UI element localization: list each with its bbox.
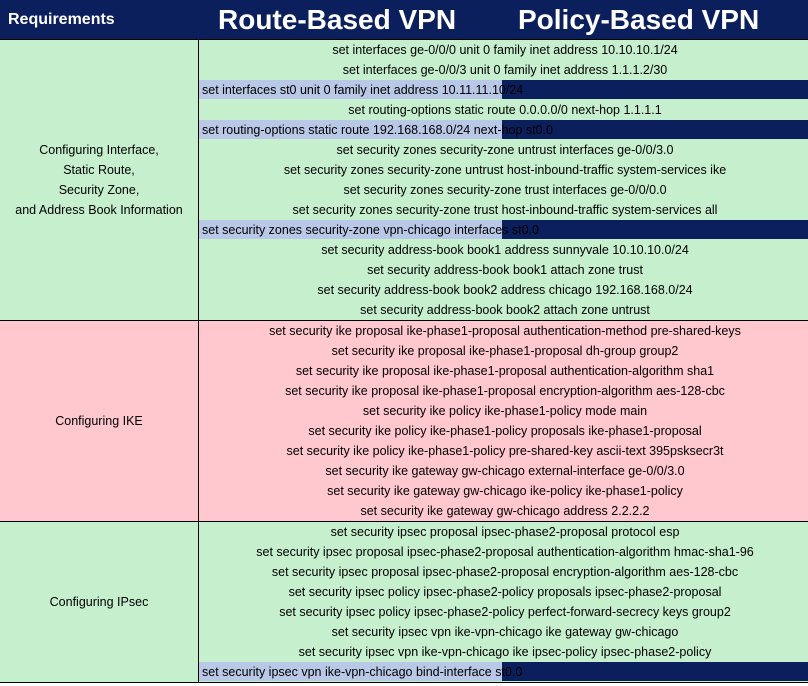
command-row bbox=[199, 542, 808, 562]
command-text: set security zones security-zone trust host-inbound-traffic system-services all bbox=[292, 203, 718, 217]
command-row bbox=[199, 341, 808, 361]
command-text: set security ipsec vpn ike-vpn-chicago ike gateway gw-chicago bbox=[331, 625, 679, 639]
command-text: set security address-book book2 attach zone untrust bbox=[360, 303, 650, 317]
command-text: set security ike gateway gw-chicago ike-policy ike-phase1-policy bbox=[327, 484, 683, 498]
command-row bbox=[199, 602, 808, 622]
command-rows bbox=[199, 522, 808, 682]
command-row bbox=[199, 501, 808, 521]
command-text: set security zones security-zone untrust host-inbound-traffic system-services ike bbox=[283, 163, 727, 177]
command-text: set security ipsec policy ipsec-phase2-policy proposals ipsec-phase2-proposal bbox=[288, 585, 722, 599]
section-1 bbox=[0, 40, 808, 321]
route-only-command-row bbox=[199, 120, 808, 140]
command-text: set security ipsec proposal ipsec-phase2-proposal encryption-algorithm aes-128-cbc bbox=[271, 565, 739, 579]
section-2 bbox=[0, 321, 808, 522]
command-row bbox=[199, 622, 808, 642]
requirements-header: Requirements bbox=[8, 11, 115, 28]
policy-highlight bbox=[502, 662, 808, 681]
command-text: set routing-options static route 0.0.0.0/0 next-hop 1.1.1.1 bbox=[348, 103, 662, 117]
command-text: set security address-book book1 attach zone trust bbox=[367, 263, 643, 277]
command-text: set security ike gateway gw-chicago address 2.2.2.2 bbox=[360, 504, 650, 518]
header-divider bbox=[198, 0, 199, 40]
command-text: set security ike policy ike-phase1-policy mode main bbox=[362, 404, 648, 418]
policy-highlight bbox=[502, 80, 808, 99]
requirement-label: Configuring Interface, Static Route, Security Zone, and Address Book Information bbox=[0, 40, 199, 320]
command-text: set interfaces ge-0/0/0 unit 0 family inet address 10.10.10.1/24 bbox=[332, 43, 678, 57]
command-row bbox=[199, 140, 808, 160]
command-rows bbox=[199, 321, 808, 521]
command-text: set security ipsec policy ipsec-phase2-policy perfect-forward-secrecy keys group2 bbox=[279, 605, 731, 619]
command-text: set security address-book book1 address sunnyvale 10.10.10.0/24 bbox=[321, 243, 689, 257]
command-text: set security ike policy ike-phase1-policy pre-shared-key ascii-text 395psksecr3t bbox=[286, 444, 724, 458]
command-text: set security ike proposal ike-phase1-proposal authentication-algorithm sha1 bbox=[295, 364, 715, 378]
command-row bbox=[199, 280, 808, 300]
command-text: set security ike gateway gw-chicago external-interface ge-0/0/3.0 bbox=[325, 464, 685, 478]
command-text: set interfaces ge-0/0/3 unit 0 family inet address 1.1.1.2/30 bbox=[342, 63, 668, 77]
command-row bbox=[199, 321, 808, 341]
command-row bbox=[199, 100, 808, 120]
command-text: set security ipsec proposal ipsec-phase2-proposal authentication-algorithm hmac-sha1-96 bbox=[256, 545, 754, 559]
command-row bbox=[199, 421, 808, 441]
command-row bbox=[199, 582, 808, 602]
command-text: set security address-book book2 address chicago 192.168.168.0/24 bbox=[317, 283, 693, 297]
command-row bbox=[199, 522, 808, 542]
command-row bbox=[199, 642, 808, 662]
section-3 bbox=[0, 522, 808, 683]
route-only-command-row bbox=[199, 220, 808, 240]
command-row bbox=[199, 160, 808, 180]
command-text: set security ipsec vpn ike-vpn-chicago bind-interface st0.0 bbox=[202, 665, 523, 679]
command-row bbox=[199, 200, 808, 220]
route-only-command-row bbox=[199, 80, 808, 100]
requirement-label: Configuring IKE bbox=[0, 321, 199, 521]
command-row bbox=[199, 381, 808, 401]
command-row bbox=[199, 40, 808, 60]
header-row bbox=[0, 0, 808, 40]
command-text: set security ike proposal ike-phase1-proposal encryption-algorithm aes-128-cbc bbox=[285, 384, 725, 398]
command-row bbox=[199, 180, 808, 200]
policy-highlight bbox=[502, 220, 808, 239]
command-text: set interfaces st0 unit 0 family inet address 10.11.11.10/24 bbox=[202, 83, 524, 97]
command-text: set security ipsec proposal ipsec-phase2-proposal protocol esp bbox=[330, 525, 680, 539]
command-text: set security ipsec vpn ike-vpn-chicago ike ipsec-policy ipsec-phase2-policy bbox=[298, 645, 712, 659]
command-row bbox=[199, 401, 808, 421]
command-row bbox=[199, 481, 808, 501]
command-text: set routing-options static route 192.168.168.0/24 next-hop st0.0 bbox=[202, 123, 553, 137]
command-row bbox=[199, 361, 808, 381]
route-only-command-row bbox=[199, 662, 808, 682]
command-row bbox=[199, 260, 808, 280]
command-row bbox=[199, 60, 808, 80]
command-row bbox=[199, 300, 808, 320]
command-text: set security ike proposal ike-phase1-proposal dh-group group2 bbox=[331, 344, 679, 358]
command-rows bbox=[199, 40, 808, 320]
command-row bbox=[199, 562, 808, 582]
command-row bbox=[199, 441, 808, 461]
command-text: set security zones security-zone trust interfaces ge-0/0/0.0 bbox=[343, 183, 667, 197]
policy-based-vpn-header: Policy-Based VPN bbox=[518, 4, 760, 35]
command-row bbox=[199, 461, 808, 481]
command-text: set security zones security-zone untrust interfaces ge-0/0/3.0 bbox=[336, 143, 674, 157]
command-row bbox=[199, 240, 808, 260]
command-text: set security ike policy ike-phase1-policy proposals ike-phase1-proposal bbox=[308, 424, 702, 438]
requirement-label: Configuring IPsec bbox=[0, 522, 199, 682]
route-based-vpn-header: Route-Based VPN bbox=[218, 4, 457, 35]
command-text: set security ike proposal ike-phase1-proposal authentication-method pre-shared-keys bbox=[269, 324, 741, 338]
command-text: set security zones security-zone vpn-chicago interfaces st0.0 bbox=[202, 223, 539, 237]
